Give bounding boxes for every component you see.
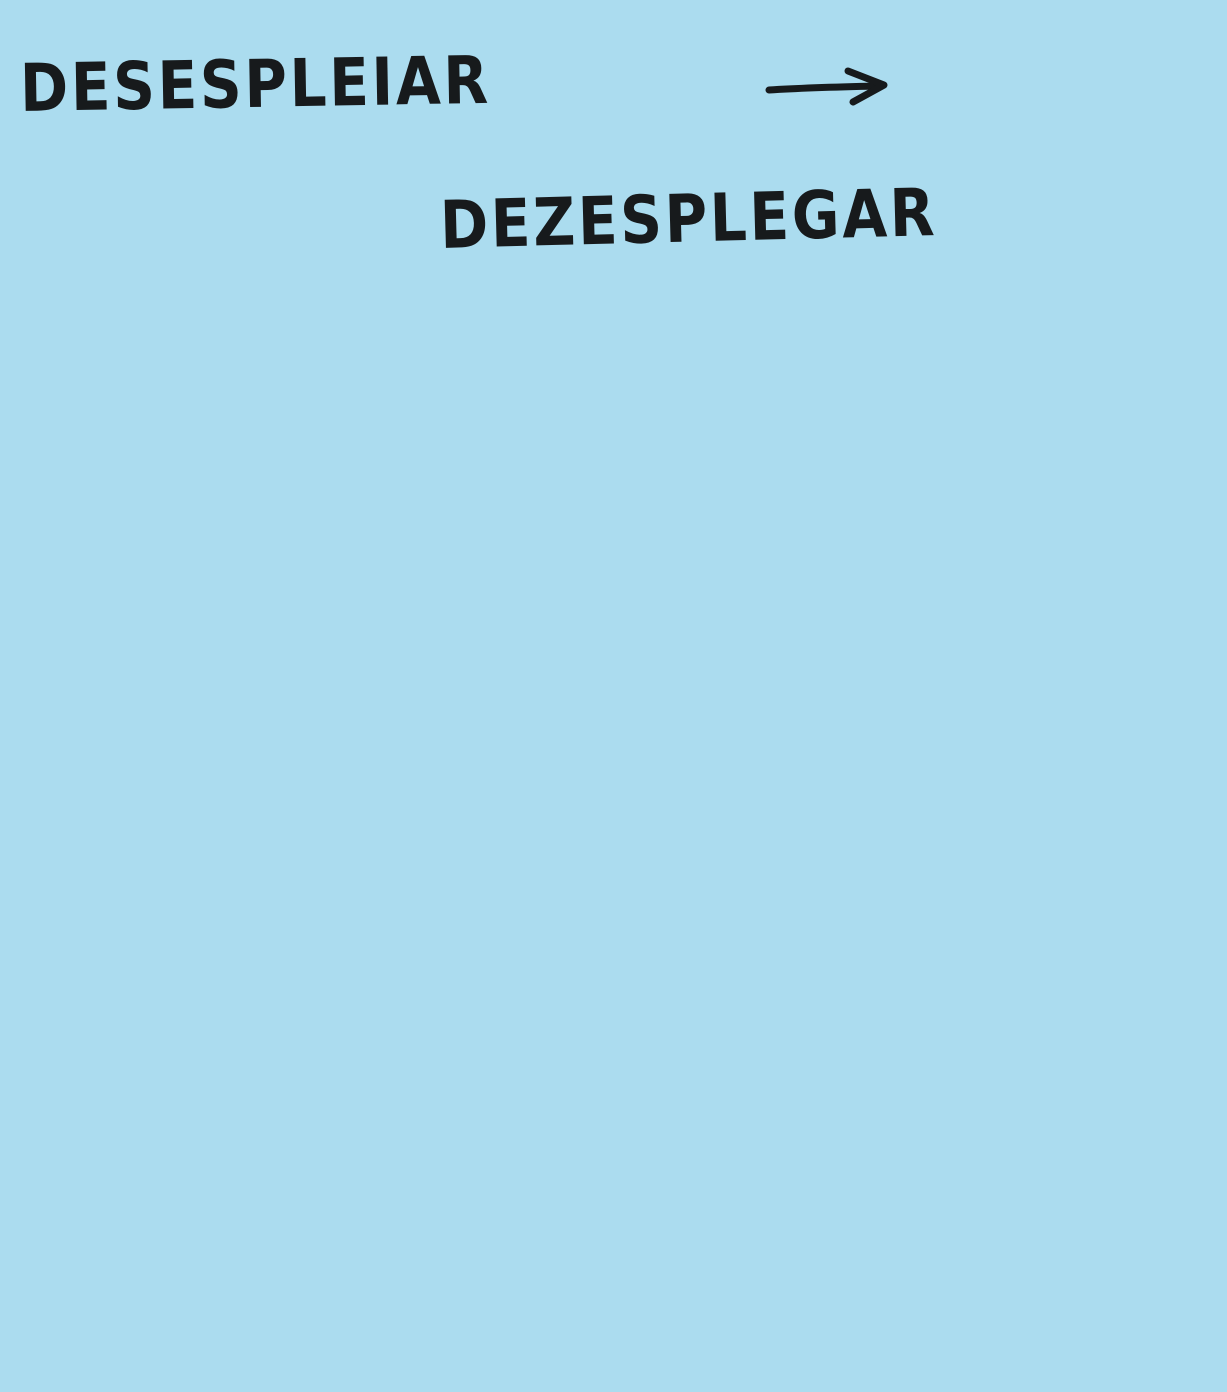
handwritten-word-dezesplegar: DEZESPLEGAR [438,173,938,264]
handwritten-word-desespleiar: DESESPLEIAR [19,41,492,127]
right-arrow-icon [765,66,890,106]
